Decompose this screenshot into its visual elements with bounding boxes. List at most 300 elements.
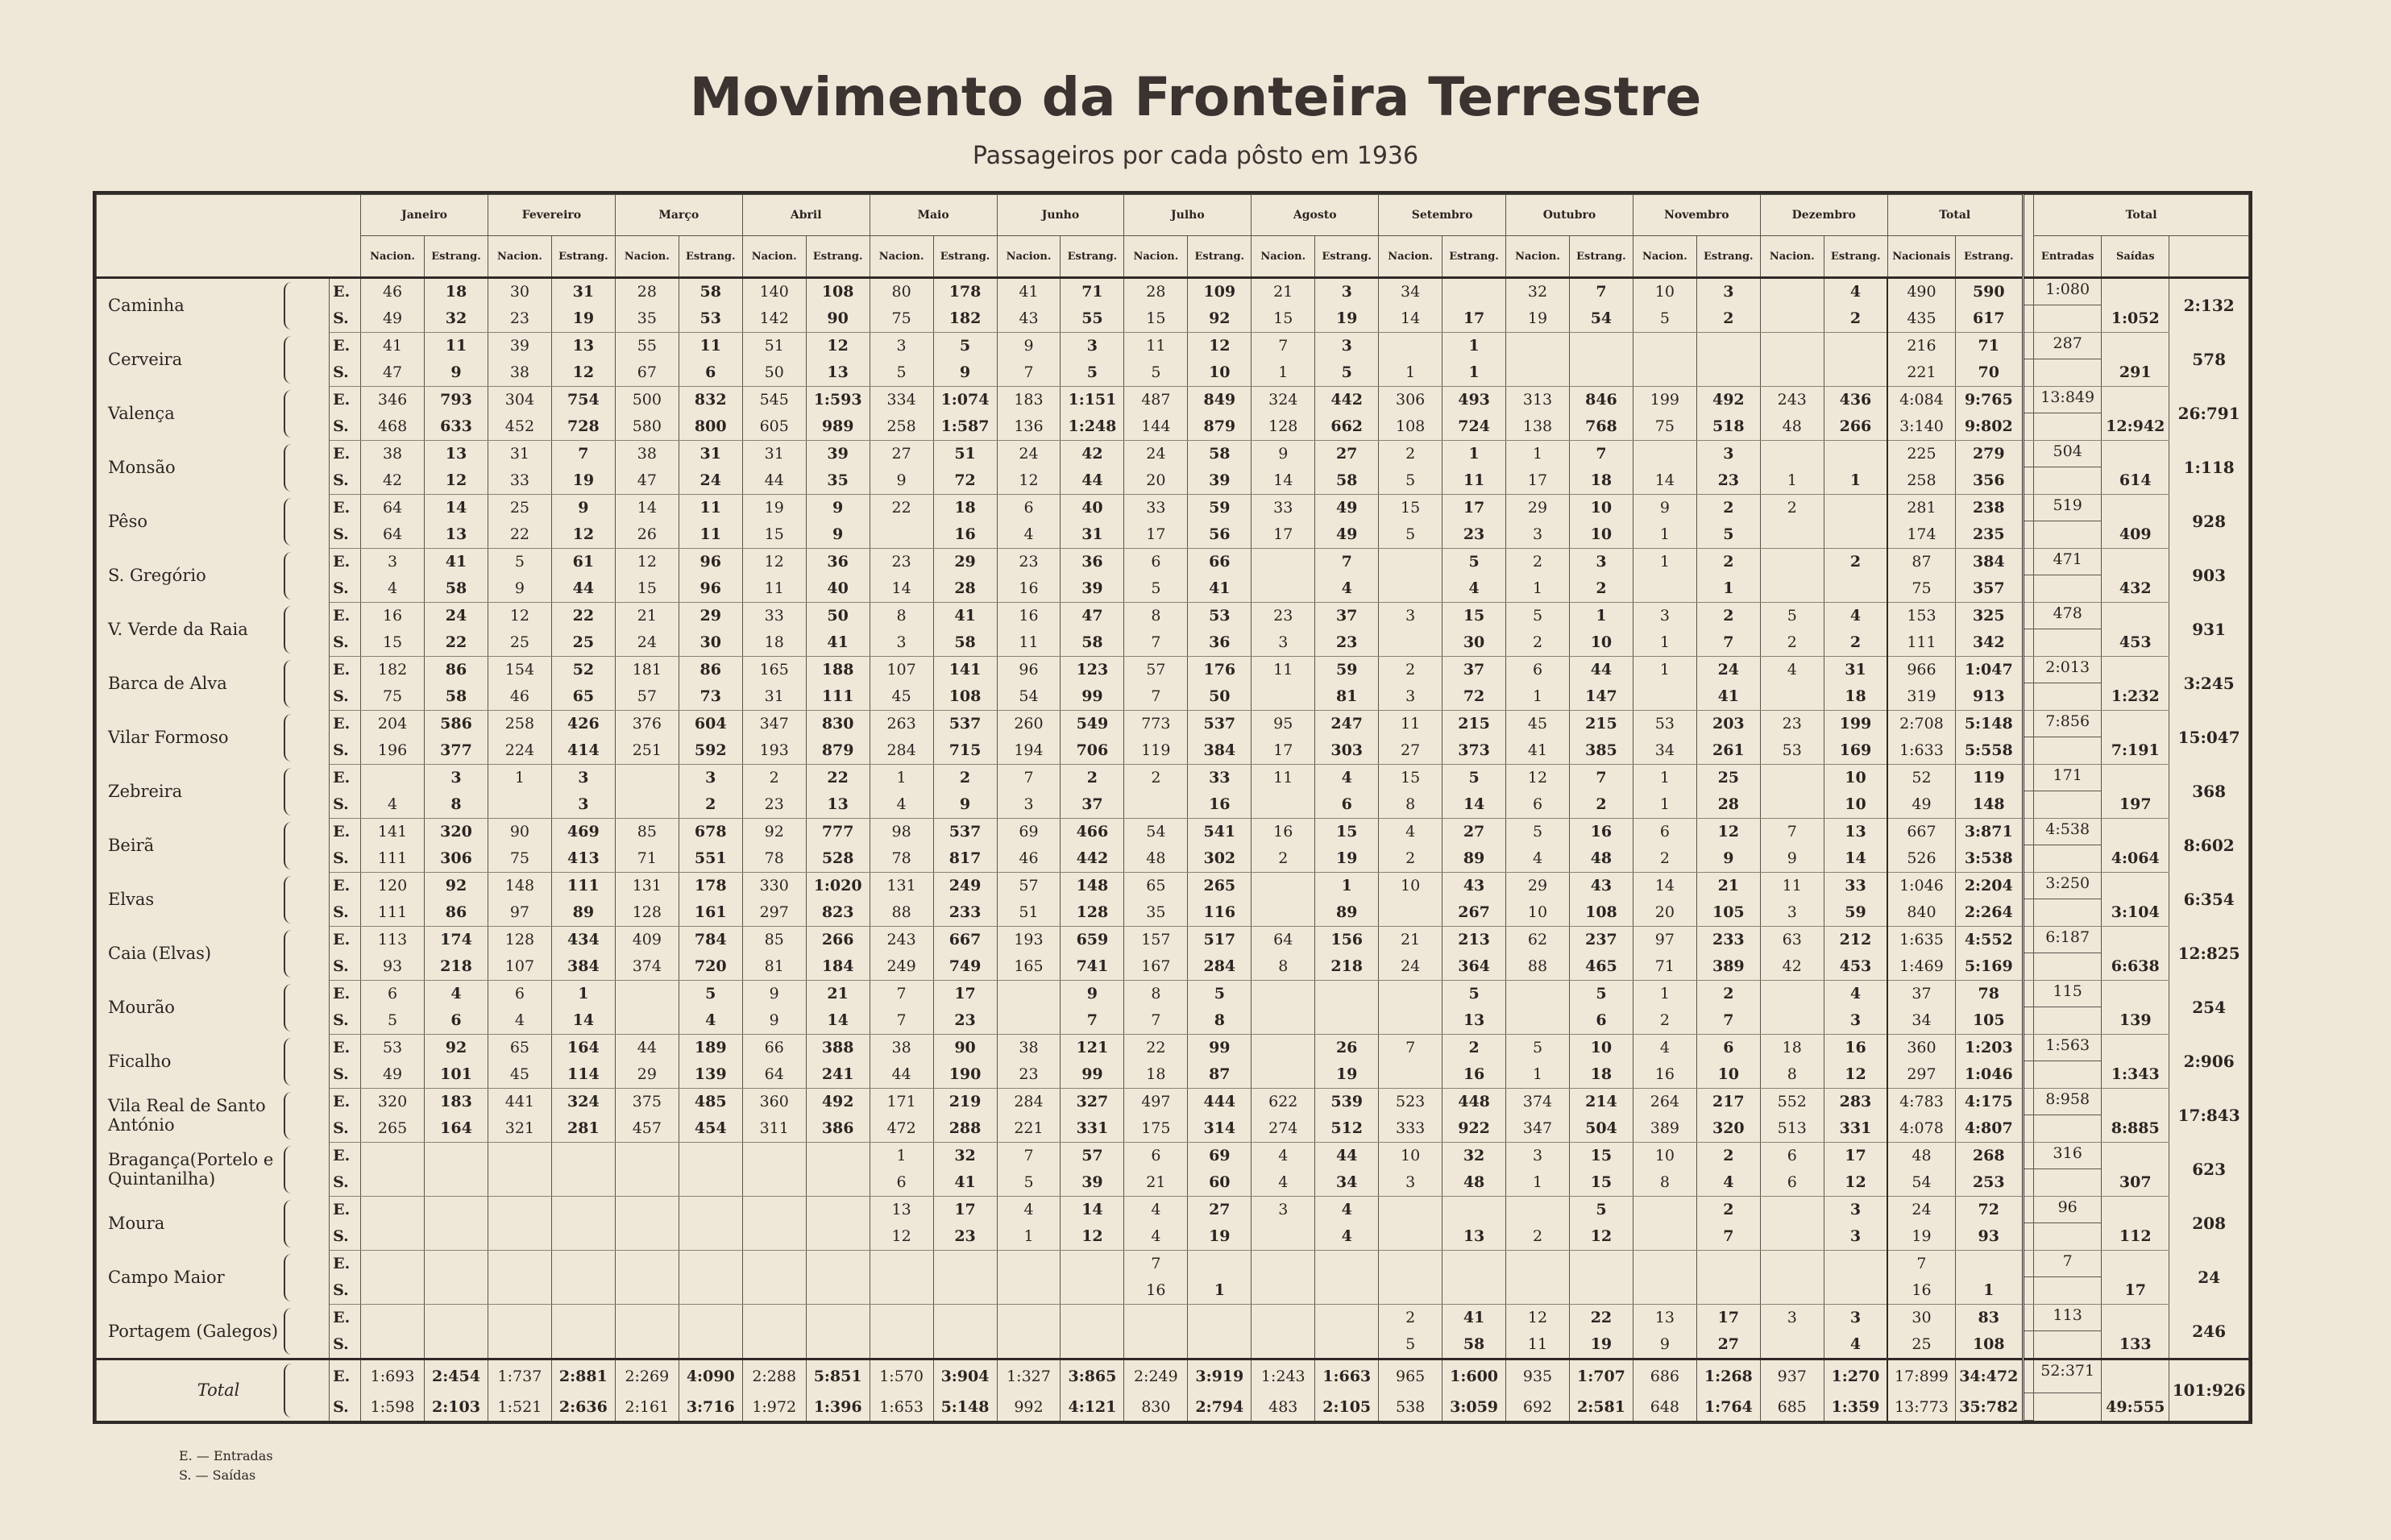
- estrang-cell: 39: [1188, 467, 1252, 495]
- nacion-cell: 38: [615, 441, 679, 467]
- nacion-cell: 2: [1379, 845, 1442, 873]
- column-separator: [2023, 1035, 2033, 1061]
- nacion-cell: 57: [615, 683, 679, 711]
- nacion-cell: 7: [1124, 629, 1188, 657]
- nacion-cell: 22: [488, 521, 551, 549]
- nacion-cell: 1:327: [997, 1359, 1061, 1393]
- nacion-cell: 24: [1379, 953, 1442, 981]
- estrang-cell: 101: [425, 1061, 488, 1089]
- nacion-cell: 16: [997, 575, 1061, 603]
- nacion-cell: [1633, 1277, 1696, 1305]
- estrang-cell: 18: [1569, 467, 1633, 495]
- nacion-cell: 2:161: [615, 1393, 679, 1421]
- estrang-cell: 141: [933, 657, 997, 683]
- estrang-cell: 96: [679, 549, 742, 575]
- estrang-cell: [1315, 1007, 1379, 1035]
- legend-entry-saidas: S. — Saídas: [179, 1467, 256, 1483]
- estrang-cell: 6: [1569, 1007, 1633, 1035]
- estrang-cell: [551, 1143, 615, 1169]
- legend-entry-entradas: E. — Entradas: [179, 1448, 273, 1463]
- estrang-cell: 2: [1824, 629, 1887, 657]
- nacion-cell: 44: [870, 1061, 933, 1089]
- estrang-cell: 512: [1315, 1115, 1379, 1143]
- estrang-cell: 71: [1955, 333, 2023, 359]
- estrang-cell: 148: [1061, 873, 1124, 899]
- estrang-cell: 105: [1696, 899, 1760, 927]
- nacion-cell: 62: [1506, 927, 1570, 953]
- month-header: Dezembro: [1760, 195, 1887, 236]
- estrang-cell: 266: [806, 927, 870, 953]
- estrang-cell: 2: [1696, 1197, 1760, 1223]
- estrang-cell: 16: [1824, 1035, 1887, 1061]
- post-name-text: Portagem (Galegos): [108, 1321, 279, 1341]
- estrang-cell: 528: [806, 845, 870, 873]
- estrang-cell: 667: [933, 927, 997, 953]
- nacion-subheader: Nacion.: [997, 236, 1061, 278]
- entradas-total-cell: 8:958: [2034, 1089, 2102, 1115]
- nacion-cell: 2: [1506, 549, 1570, 575]
- estrang-subheader: Estrang.: [1061, 236, 1124, 278]
- entradas-total-cell: 1:080: [2034, 278, 2102, 305]
- estrang-cell: 7: [1696, 1007, 1760, 1035]
- nacion-cell: 7: [1124, 683, 1188, 711]
- estrang-cell: 28: [1696, 791, 1760, 819]
- nacion-cell: 6: [488, 981, 551, 1007]
- estrang-cell: 830: [806, 711, 870, 737]
- estrang-cell: [1188, 1305, 1252, 1331]
- nacion-cell: 16: [1252, 819, 1315, 845]
- nacion-cell: 23: [1252, 603, 1315, 629]
- column-separator: [2023, 1143, 2033, 1169]
- nacion-cell: 221: [1887, 359, 1955, 387]
- estrang-cell: 2: [679, 791, 742, 819]
- estrang-cell: [806, 1331, 870, 1359]
- post-name: [97, 657, 330, 711]
- nacion-cell: 3: [361, 549, 425, 575]
- estrang-cell: 92: [425, 1035, 488, 1061]
- saidas-marker: S.: [330, 629, 361, 657]
- estrang-cell: 442: [1061, 845, 1124, 873]
- saidas-marker: S.: [330, 359, 361, 387]
- entradas-spacer: [2034, 359, 2102, 387]
- estrang-cell: [1955, 1251, 2023, 1277]
- nacion-cell: 1:633: [1887, 737, 1955, 765]
- estrang-cell: 3: [1824, 1223, 1887, 1251]
- nacion-cell: [870, 1331, 933, 1359]
- nacion-cell: [361, 1277, 425, 1305]
- estrang-cell: 17: [1696, 1305, 1760, 1331]
- estrang-cell: 15: [1569, 1169, 1633, 1197]
- estrang-cell: 386: [806, 1115, 870, 1143]
- estrang-cell: 21: [806, 981, 870, 1007]
- saidas-spacer: [2102, 495, 2169, 521]
- nacion-cell: 148: [488, 873, 551, 899]
- entradas-total-cell: 52:371: [2034, 1359, 2102, 1393]
- estrang-cell: 6: [1696, 1035, 1760, 1061]
- estrang-cell: [679, 1305, 742, 1331]
- nacion-cell: [1252, 1331, 1315, 1359]
- table-row: [97, 333, 2249, 359]
- estrang-cell: 21: [1696, 873, 1760, 899]
- grand-total-cell: 17:843: [2169, 1089, 2249, 1143]
- estrang-cell: 320: [1696, 1115, 1760, 1143]
- nacion-cell: 13: [1633, 1305, 1696, 1331]
- nacion-cell: 78: [870, 845, 933, 873]
- table-row: [97, 657, 2249, 683]
- nacion-cell: [997, 981, 1061, 1007]
- estrang-cell: 10: [1569, 1035, 1633, 1061]
- saidas-spacer: [2102, 1089, 2169, 1115]
- estrang-cell: 9: [425, 359, 488, 387]
- nacion-cell: 10: [1379, 873, 1442, 899]
- nacion-cell: [488, 791, 551, 819]
- total-nationality-header: Total: [1887, 195, 2023, 236]
- estrang-cell: 39: [806, 441, 870, 467]
- estrang-cell: 169: [1824, 737, 1887, 765]
- nacion-cell: [615, 765, 679, 791]
- nacion-cell: 3: [1760, 1305, 1824, 1331]
- nacion-cell: 243: [1760, 387, 1824, 413]
- grand-total-cell: 6:354: [2169, 873, 2249, 927]
- estrang-cell: 11: [1442, 467, 1506, 495]
- table-row: [97, 1115, 2249, 1143]
- estrang-cell: 9: [551, 495, 615, 521]
- month-header: Junho: [997, 195, 1124, 236]
- estrang-cell: 41: [1696, 683, 1760, 711]
- post-name-text: Zebreira: [108, 782, 183, 802]
- table-row: [97, 765, 2249, 791]
- nacion-cell: 1: [1633, 791, 1696, 819]
- nacion-cell: 3: [1379, 683, 1442, 711]
- estrang-cell: 57: [1061, 1143, 1124, 1169]
- estrang-cell: 65: [551, 683, 615, 711]
- saidas-total-cell: 1:232: [2102, 683, 2169, 711]
- nacion-cell: 580: [615, 413, 679, 441]
- estrang-cell: 93: [1955, 1223, 2023, 1251]
- estrang-cell: 10: [1696, 1061, 1760, 1089]
- post-name-text: Barca de Alva: [108, 674, 227, 694]
- estrang-cell: 23: [1696, 467, 1760, 495]
- nacion-cell: 183: [997, 387, 1061, 413]
- estrang-cell: 41: [806, 629, 870, 657]
- estrang-cell: 7: [551, 441, 615, 467]
- estrang-cell: 706: [1061, 737, 1124, 765]
- column-separator: [2023, 1331, 2033, 1359]
- saidas-total-cell: 409: [2102, 521, 2169, 549]
- estrang-cell: 4: [1315, 1223, 1379, 1251]
- post-name: [97, 1035, 330, 1089]
- nacion-cell: 97: [488, 899, 551, 927]
- nacion-cell: [615, 1143, 679, 1169]
- estrang-cell: 43: [1569, 873, 1633, 899]
- nacion-cell: 45: [1506, 711, 1570, 737]
- entradas-total-cell: 7: [2034, 1251, 2102, 1277]
- nacion-cell: [742, 1277, 806, 1305]
- estrang-cell: 2:264: [1955, 899, 2023, 927]
- estrang-cell: 19: [1188, 1223, 1252, 1251]
- table-row: [97, 953, 2249, 981]
- month-header: Maio: [870, 195, 997, 236]
- estrang-cell: 1:046: [1955, 1061, 2023, 1089]
- estrang-cell: 442: [1315, 387, 1379, 413]
- estrang-cell: 633: [425, 413, 488, 441]
- estrang-cell: 4:090: [679, 1359, 742, 1393]
- estrang-cell: 24: [1696, 657, 1760, 683]
- nacion-cell: 7: [1887, 1251, 1955, 1277]
- estrang-cell: 14: [806, 1007, 870, 1035]
- nacion-cell: 6: [1506, 791, 1570, 819]
- estrang-cell: 43: [1442, 873, 1506, 899]
- nacion-cell: 107: [488, 953, 551, 981]
- estrang-cell: 14: [1824, 845, 1887, 873]
- month-header: Outubro: [1506, 195, 1633, 236]
- estrang-cell: 233: [933, 899, 997, 927]
- estrang-cell: [1696, 1277, 1760, 1305]
- nacion-cell: 131: [615, 873, 679, 899]
- estrang-cell: 72: [1442, 683, 1506, 711]
- estrang-cell: 9: [1061, 981, 1124, 1007]
- nacion-cell: [1124, 791, 1188, 819]
- nacion-cell: 3: [1379, 603, 1442, 629]
- estrang-cell: 99: [1188, 1035, 1252, 1061]
- estrang-cell: 10: [1569, 629, 1633, 657]
- entradas-marker: E.: [330, 387, 361, 413]
- nacion-cell: 648: [1633, 1393, 1696, 1421]
- nacion-subheader: Nacion.: [1633, 236, 1696, 278]
- saidas-spacer: [2102, 1143, 2169, 1169]
- estrang-cell: 517: [1188, 927, 1252, 953]
- nacion-cell: 15: [1379, 765, 1442, 791]
- estrang-cell: 18: [425, 278, 488, 305]
- nacion-cell: 75: [488, 845, 551, 873]
- nacion-cell: 64: [742, 1061, 806, 1089]
- estrang-cell: 32: [933, 1143, 997, 1169]
- nacion-cell: [1760, 521, 1824, 549]
- nacion-cell: 48: [1887, 1143, 1955, 1169]
- nacion-cell: 19: [1887, 1223, 1955, 1251]
- nacion-cell: 182: [361, 657, 425, 683]
- nacion-cell: 165: [742, 657, 806, 683]
- nacion-cell: 6: [997, 495, 1061, 521]
- nacion-cell: [1252, 791, 1315, 819]
- estrang-cell: 1:248: [1061, 413, 1124, 441]
- estrang-cell: 54: [1569, 305, 1633, 333]
- estrang-cell: 7: [1569, 441, 1633, 467]
- column-separator: [2023, 441, 2033, 467]
- saidas-subheader: Saídas: [2102, 236, 2169, 278]
- estrang-cell: 12: [1569, 1223, 1633, 1251]
- nacion-cell: [1252, 1061, 1315, 1089]
- post-name: [97, 387, 330, 441]
- nacion-cell: 17: [1252, 521, 1315, 549]
- nacion-cell: [1760, 1223, 1824, 1251]
- estrang-cell: 44: [1315, 1143, 1379, 1169]
- nacion-cell: 2:708: [1887, 711, 1955, 737]
- saidas-marker: S.: [330, 899, 361, 927]
- nacion-cell: 204: [361, 711, 425, 737]
- entradas-total-cell: 519: [2034, 495, 2102, 521]
- nacion-cell: 840: [1887, 899, 1955, 927]
- post-name: [97, 333, 330, 387]
- estrang-cell: 18: [933, 495, 997, 521]
- estrang-cell: 13: [551, 333, 615, 359]
- estrang-cell: 108: [806, 278, 870, 305]
- estrang-cell: [1442, 1277, 1506, 1305]
- nacion-cell: 46: [997, 845, 1061, 873]
- column-separator: [2023, 845, 2033, 873]
- nacion-cell: 490: [1887, 278, 1955, 305]
- estrang-cell: 237: [1569, 927, 1633, 953]
- nacion-cell: 27: [1379, 737, 1442, 765]
- post-name-text: Moura: [108, 1214, 165, 1234]
- estrang-cell: 384: [1188, 737, 1252, 765]
- post-name-text: S. Gregório: [108, 566, 206, 586]
- table-row: [97, 683, 2249, 711]
- nacion-cell: [1379, 1197, 1442, 1223]
- nacion-cell: 284: [997, 1089, 1061, 1115]
- nacion-cell: 374: [1506, 1089, 1570, 1115]
- estrang-cell: 189: [679, 1035, 742, 1061]
- saidas-total-cell: 112: [2102, 1223, 2169, 1251]
- nacion-cell: 3: [1633, 603, 1696, 629]
- nacion-cell: 49: [1887, 791, 1955, 819]
- estrang-cell: 1:663: [1315, 1359, 1379, 1393]
- estrang-subheader: Estrang.: [1315, 236, 1379, 278]
- estrang-cell: 99: [1061, 1061, 1124, 1089]
- estrang-cell: 156: [1315, 927, 1379, 953]
- estrang-cell: 35: [806, 467, 870, 495]
- estrang-cell: 19: [1315, 305, 1379, 333]
- grand-total-cell: 208: [2169, 1197, 2249, 1251]
- estrang-cell: 188: [806, 657, 870, 683]
- nacion-cell: [1633, 1197, 1696, 1223]
- estrang-cell: 5: [933, 333, 997, 359]
- saidas-total-cell: 1:343: [2102, 1061, 2169, 1089]
- estrang-cell: [806, 1277, 870, 1305]
- estrang-cell: 2:105: [1315, 1393, 1379, 1421]
- nacion-cell: 1: [997, 1223, 1061, 1251]
- nacion-cell: 2: [1760, 495, 1824, 521]
- nacion-cell: [488, 1223, 551, 1251]
- estrang-cell: 849: [1188, 387, 1252, 413]
- estrang-cell: 4:175: [1955, 1089, 2023, 1115]
- nacion-cell: 5: [1760, 603, 1824, 629]
- estrang-cell: 59: [1315, 657, 1379, 683]
- nacion-cell: 28: [1124, 278, 1188, 305]
- column-separator: [2023, 791, 2033, 819]
- nacion-cell: [742, 1251, 806, 1277]
- nacion-cell: 5: [1633, 305, 1696, 333]
- grand-total-cell: 8:602: [2169, 819, 2249, 873]
- estrang-cell: 4: [1824, 1331, 1887, 1359]
- table-row: [97, 495, 2249, 521]
- estrang-cell: [933, 1331, 997, 1359]
- nacion-cell: [870, 521, 933, 549]
- estrang-cell: 23: [933, 1007, 997, 1035]
- nacion-cell: 14: [1379, 305, 1442, 333]
- estrang-subheader: Estrang.: [551, 236, 615, 278]
- estrang-cell: 41: [933, 1169, 997, 1197]
- brace-icon: [284, 606, 292, 654]
- estrang-cell: 99: [1061, 683, 1124, 711]
- nacion-cell: 35: [1124, 899, 1188, 927]
- estrang-cell: 9: [806, 521, 870, 549]
- estrang-cell: 44: [1061, 467, 1124, 495]
- entradas-total-cell: 6:187: [2034, 927, 2102, 953]
- nacion-cell: 457: [615, 1115, 679, 1143]
- estrang-cell: 164: [425, 1115, 488, 1143]
- nacion-cell: 1:972: [742, 1393, 806, 1421]
- table-row: [97, 1393, 2249, 1421]
- nacion-cell: 224: [488, 737, 551, 765]
- estrang-cell: 36: [1061, 549, 1124, 575]
- column-separator: [2023, 1007, 2033, 1035]
- estrang-cell: [425, 1277, 488, 1305]
- column-separator: [2023, 603, 2033, 629]
- nacion-cell: [488, 1305, 551, 1331]
- estrang-cell: 7: [1696, 629, 1760, 657]
- saidas-marker: S.: [330, 305, 361, 333]
- nacion-cell: 47: [361, 359, 425, 387]
- estrang-cell: 314: [1188, 1115, 1252, 1143]
- estrang-cell: 1:047: [1955, 657, 2023, 683]
- nacion-cell: 2: [1379, 441, 1442, 467]
- nacion-cell: 11: [1252, 765, 1315, 791]
- nacion-cell: 1:693: [361, 1359, 425, 1393]
- nacion-cell: 14: [870, 575, 933, 603]
- post-name: [97, 873, 330, 927]
- estrang-cell: 16: [1569, 819, 1633, 845]
- estrang-subheader: Estrang.: [806, 236, 870, 278]
- entradas-spacer: [2034, 305, 2102, 333]
- table-row: [97, 1331, 2249, 1359]
- nacion-cell: [361, 1331, 425, 1359]
- saidas-spacer: [2102, 1359, 2169, 1393]
- estrang-cell: 139: [679, 1061, 742, 1089]
- nacion-cell: 33: [488, 467, 551, 495]
- estrang-cell: 190: [933, 1061, 997, 1089]
- saidas-spacer: [2102, 333, 2169, 359]
- estrang-cell: 32: [1442, 1143, 1506, 1169]
- nacion-cell: [1379, 549, 1442, 575]
- nacion-cell: 441: [488, 1089, 551, 1115]
- table-row: [97, 413, 2249, 441]
- nacion-cell: [361, 1169, 425, 1197]
- entradas-marker: E.: [330, 333, 361, 359]
- nacion-cell: 33: [1124, 495, 1188, 521]
- post-name-text: Vila Real de Santo António: [108, 1096, 266, 1135]
- estrang-cell: 22: [425, 629, 488, 657]
- nacion-cell: 75: [870, 305, 933, 333]
- estrang-cell: 108: [1569, 899, 1633, 927]
- nacion-cell: 2: [1124, 765, 1188, 791]
- nacion-cell: 16: [1633, 1061, 1696, 1089]
- estrang-cell: 1: [1696, 575, 1760, 603]
- table-row: [97, 359, 2249, 387]
- post-name: [97, 549, 330, 603]
- grand-total-cell: 623: [2169, 1143, 2249, 1197]
- nacion-cell: [742, 1169, 806, 1197]
- estrang-cell: 11: [679, 521, 742, 549]
- saidas-total-cell: 133: [2102, 1331, 2169, 1359]
- nacion-cell: 41: [361, 333, 425, 359]
- estrang-cell: [1315, 1305, 1379, 1331]
- estrang-cell: 4: [1315, 765, 1379, 791]
- estrang-cell: 5: [1315, 359, 1379, 387]
- nacion-cell: 29: [1506, 495, 1570, 521]
- nacion-cell: [1252, 575, 1315, 603]
- nacion-cell: 194: [997, 737, 1061, 765]
